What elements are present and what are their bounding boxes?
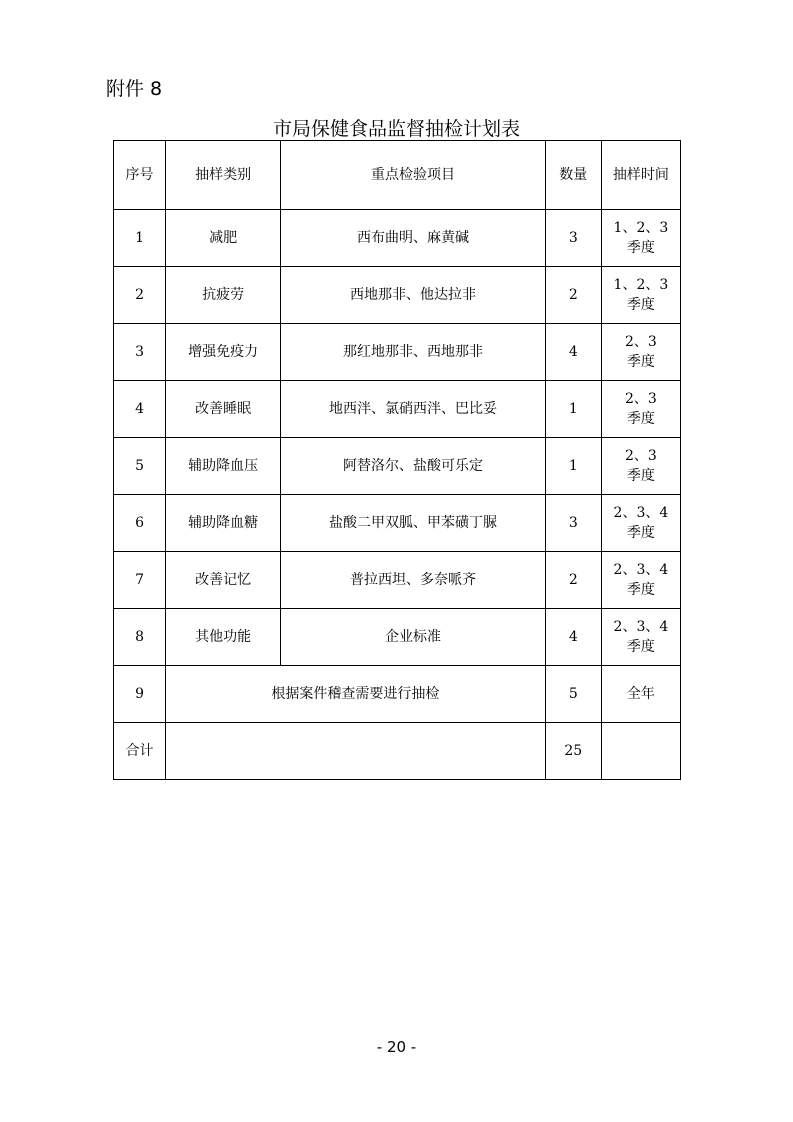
total-time-empty (601, 723, 680, 780)
table-row (114, 438, 681, 495)
time-quarters: 2、3、4 (613, 562, 669, 578)
row-time (601, 267, 680, 324)
table-row (114, 267, 681, 324)
header-time: 抽样时间 (601, 141, 680, 210)
row-index: 3 (114, 324, 166, 381)
time-unit: 季度 (626, 240, 655, 256)
total-label: 合计 (114, 723, 166, 780)
time-quarters: 2、3 (625, 448, 657, 464)
time-unit: 季度 (626, 297, 655, 313)
row-merged-description: 根据案件稽查需要进行抽检 (166, 666, 546, 723)
row-items: 那红地那非、西地那非 (281, 324, 545, 381)
row-quantity: 4 (545, 324, 601, 381)
row-index: 7 (114, 552, 166, 609)
row-items: 西布曲明、麻黄碱 (281, 210, 545, 267)
attachment-label: 附件 8 (106, 78, 163, 100)
row-time (601, 324, 680, 381)
row-time (601, 438, 680, 495)
row-category: 其他功能 (166, 609, 281, 666)
table-row (114, 210, 681, 267)
time-unit: 季度 (626, 582, 655, 598)
document-title: 市局保健食品监督抽检计划表 (272, 118, 520, 140)
row-index: 5 (114, 438, 166, 495)
row-time (601, 381, 680, 438)
row-quantity: 5 (545, 666, 601, 723)
time-unit: 季度 (626, 354, 655, 370)
row-category: 减肥 (166, 210, 281, 267)
table-row (114, 609, 681, 666)
header-items: 重点检验项目 (281, 141, 545, 210)
time-unit: 季度 (626, 639, 655, 655)
table-row (114, 381, 681, 438)
row-time (601, 609, 680, 666)
row-items: 企业标准 (281, 609, 545, 666)
row-category: 增强免疫力 (166, 324, 281, 381)
row-quantity: 2 (545, 552, 601, 609)
page-number: - 20 - (376, 1038, 417, 1056)
row-category: 辅助降血糖 (166, 495, 281, 552)
table-header-row (114, 141, 681, 210)
row-index: 8 (114, 609, 166, 666)
row-index: 1 (114, 210, 166, 267)
table-row (114, 324, 681, 381)
row-items: 普拉西坦、多奈哌齐 (281, 552, 545, 609)
table-row-case-inspection (114, 666, 681, 723)
row-items: 西地那非、他达拉非 (281, 267, 545, 324)
row-items: 地西泮、氯硝西泮、巴比妥 (281, 381, 545, 438)
row-index: 9 (114, 666, 166, 723)
row-quantity: 1 (545, 438, 601, 495)
time-quarters: 2、3、4 (613, 505, 669, 521)
row-time (601, 552, 680, 609)
row-category: 改善睡眠 (166, 381, 281, 438)
table-row (114, 495, 681, 552)
header-category: 抽样类别 (166, 141, 281, 210)
row-index: 2 (114, 267, 166, 324)
row-category: 抗疲劳 (166, 267, 281, 324)
total-quantity: 25 (545, 723, 601, 780)
row-time (601, 495, 680, 552)
row-quantity: 3 (545, 210, 601, 267)
table-row (114, 552, 681, 609)
time-unit: 季度 (626, 525, 655, 541)
row-quantity: 4 (545, 609, 601, 666)
time-quarters: 2、3、4 (613, 619, 669, 635)
row-category: 辅助降血压 (166, 438, 281, 495)
header-quantity: 数量 (545, 141, 601, 210)
time-unit: 季度 (626, 411, 655, 427)
row-time: 全年 (601, 666, 680, 723)
time-quarters: 1、2、3 (613, 220, 669, 236)
time-unit: 季度 (626, 468, 655, 484)
row-quantity: 1 (545, 381, 601, 438)
row-index: 6 (114, 495, 166, 552)
row-index: 4 (114, 381, 166, 438)
time-quarters: 1、2、3 (613, 277, 669, 293)
sampling-plan-table (113, 140, 681, 780)
row-items: 盐酸二甲双胍、甲苯磺丁脲 (281, 495, 545, 552)
row-category: 改善记忆 (166, 552, 281, 609)
time-quarters: 2、3 (625, 334, 657, 350)
time-quarters: 2、3 (625, 391, 657, 407)
row-quantity: 3 (545, 495, 601, 552)
row-time (601, 210, 680, 267)
table-row-total (114, 723, 681, 780)
row-items: 阿替洛尔、盐酸可乐定 (281, 438, 545, 495)
row-quantity: 2 (545, 267, 601, 324)
total-empty-cell (166, 723, 546, 780)
header-index: 序号 (114, 141, 166, 210)
